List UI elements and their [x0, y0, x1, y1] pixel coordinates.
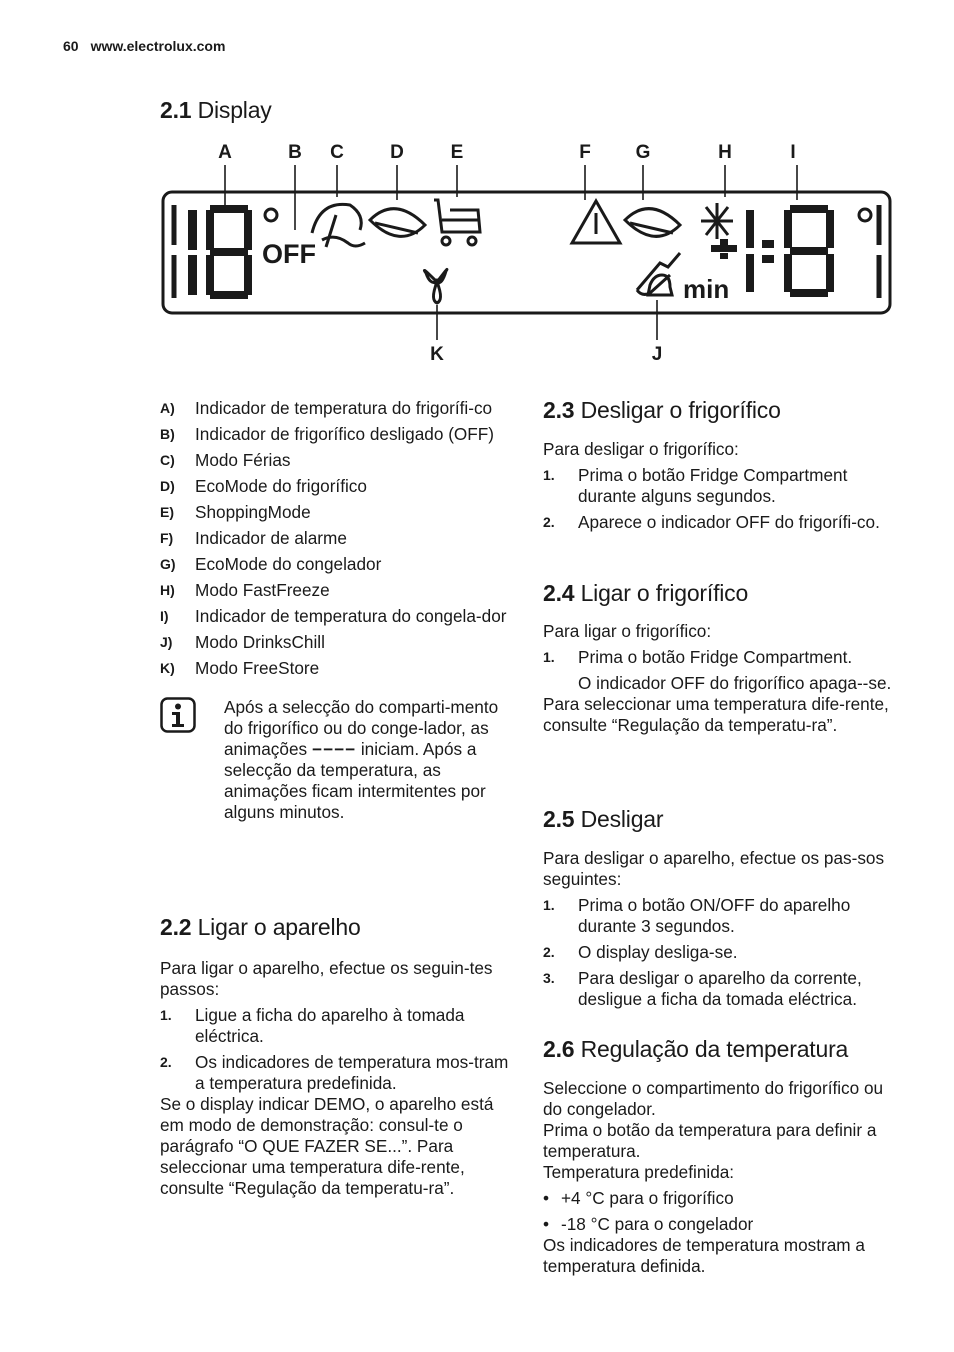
degree-symbol-right: [859, 209, 871, 221]
step-item: 2. Os indicadores de temperatura mos-tram a temperatura predefinida.: [160, 1052, 509, 1093]
label-j: J: [651, 344, 663, 365]
info-icon: [160, 697, 224, 823]
section-2-1-heading: [160, 97, 272, 124]
section-title: Ligar o aparelho: [197, 914, 361, 940]
legend-item: A) Indicador de temperatura do frigorífi-co: [160, 398, 493, 418]
off-indicator: OFF: [262, 239, 316, 269]
legend-item: K) Modo FreeStore: [160, 658, 320, 678]
freezer-sign-segments: [711, 239, 737, 259]
section-2-2-body: Para ligar o aparelho, efectue os seguin-tes passos: 1. Ligue a ficha do aparelho à tomada eléctrica. 2. Os indicadores de temperatura mos-tram a temperatura predefinida. Se o display indicar DEMO, o aparelho está em modo de demonstração: consul-te o parágrafo “O QUE FAZER SE...”. Para seleccionar uma temperatura dife-rente, consulte “Regulação da temperatu-ra”.: [160, 958, 509, 1198]
bullet-item: • +4 °C para o frigorífico: [543, 1188, 734, 1208]
page-number: 60: [63, 38, 79, 54]
label-d: D: [390, 142, 404, 163]
legend-item: D) EcoMode do frigorífico: [160, 476, 367, 496]
step-item: 1. Prima o botão Fridge Compartment durante alguns segundos.: [543, 465, 848, 506]
fridge-ecomode-icon: [370, 209, 425, 237]
section-number: 2.6: [543, 1036, 575, 1062]
freezer-ecomode-icon: [625, 209, 680, 237]
fastfreeze-mode-icon: [701, 203, 733, 239]
legend-item: E) ShoppingMode: [160, 502, 311, 522]
legend-item: I) Indicador de temperatura do congela-dor: [160, 606, 507, 626]
label-e: E: [450, 142, 464, 163]
section-2-3-heading: [543, 397, 781, 424]
label-g: G: [635, 142, 651, 163]
section-2-2-heading: [160, 914, 361, 941]
section-2-5-heading: [543, 806, 663, 833]
label-a: A: [218, 142, 232, 163]
fridge-temperature-digits: [188, 205, 252, 299]
label-c: C: [330, 142, 344, 163]
legend-item: H) Modo FastFreeze: [160, 580, 330, 600]
legend-item: F) Indicador de alarme: [160, 528, 347, 548]
step-item: 1. Ligue a ficha do aparelho à tomada eléctrica.: [160, 1005, 465, 1046]
section-2-6-heading: [543, 1036, 848, 1063]
holiday-mode-icon: [312, 204, 365, 247]
legend-item: J) Modo DrinksChill: [160, 632, 325, 652]
legend-item: C) Modo Férias: [160, 450, 291, 470]
drinkschill-mode-icon: [637, 253, 680, 295]
page-header: [63, 38, 225, 54]
label-h: H: [718, 142, 732, 163]
note-text: Após a selecção do comparti-mento do frigorífico ou do conge-lador, as animações −−−− iniciam. Após a selecção da temperatura, as animações ficam intermitentes por alguns minutos.: [224, 697, 499, 822]
legend-item: G) EcoMode do congelador: [160, 554, 382, 574]
freestore-mode-icon: [424, 269, 447, 303]
section-title: Desligar o frigorífico: [580, 397, 781, 423]
step-item: 1. Prima o botão Fridge Compartment.: [543, 647, 853, 667]
min-indicator: min: [683, 274, 730, 304]
step-item: 3. Para desligar o aparelho da corrente, desligue a ficha da tomada eléctrica.: [543, 968, 862, 1009]
section-number: 2.3: [543, 397, 575, 423]
label-k: K: [430, 344, 444, 365]
bullet-item: • -18 °C para o congelador: [543, 1214, 754, 1234]
animation-dashes: −−−−: [311, 739, 357, 759]
label-b: B: [288, 142, 302, 163]
section-2-6-body: Seleccione o compartimento do frigorífico ou do congelador. Prima o botão da temperatura para definir a temperatura. Temperatura predefinida: • +4 °C para o frigorífico • -18 °C para o congelador Os indicadores de temperatura mostram a temperatura definida.: [543, 1078, 893, 1277]
freezer-temperature-digits: [746, 205, 834, 297]
legend-item: B) Indicador de frigorífico desligado (OFF): [160, 424, 495, 444]
section-2-4-heading: [543, 580, 748, 607]
section-2-3-body: Para desligar o frigorífico: 1. Prima o botão Fridge Compartment durante alguns segundos. 2. Aparece o indicador OFF do frigorífi-co.: [543, 439, 893, 533]
section-title: Desligar: [580, 806, 664, 832]
info-note: [160, 697, 510, 823]
section-title: Regulação da temperatura: [580, 1036, 849, 1062]
section-number: 2.5: [543, 806, 575, 832]
section-number: 2.1: [160, 97, 192, 123]
step-item: 1. Prima o botão ON/OFF do aparelho durante 3 segundos.: [543, 895, 851, 936]
label-i: I: [790, 142, 796, 163]
section-2-5-body: Para desligar o aparelho, efectue os pas-sos seguintes: 1. Prima o botão ON/OFF do aparelho durante 3 segundos. 2. O display desliga-se. 3. Para desligar o aparelho da corrente, desligue a ficha da tomada eléctrica.: [543, 848, 893, 1010]
step-item: 2. Aparece o indicador OFF do frigorífi-co.: [543, 512, 880, 532]
website-url: www.electrolux.com: [90, 38, 226, 54]
legend-list: [160, 398, 510, 823]
shopping-mode-icon: [434, 200, 480, 245]
display-panel-diagram: [150, 135, 910, 375]
section-number: 2.4: [543, 580, 575, 606]
section-2-4-body: Para ligar o frigorífico: 1. Prima o botão Fridge Compartment. O indicador OFF do frigorífico apaga--se. Para seleccionar uma temperatura dife-rente, consulte “Regulação da temperatu-ra”.: [543, 621, 892, 735]
section-title: Ligar o frigorífico: [580, 580, 749, 606]
label-f: F: [579, 142, 591, 163]
step-item: 2. O display desliga-se.: [543, 942, 738, 962]
section-number: 2.2: [160, 914, 192, 940]
section-title: Display: [197, 97, 272, 123]
alarm-indicator-icon: [572, 201, 620, 243]
degree-symbol-left: [265, 209, 277, 221]
